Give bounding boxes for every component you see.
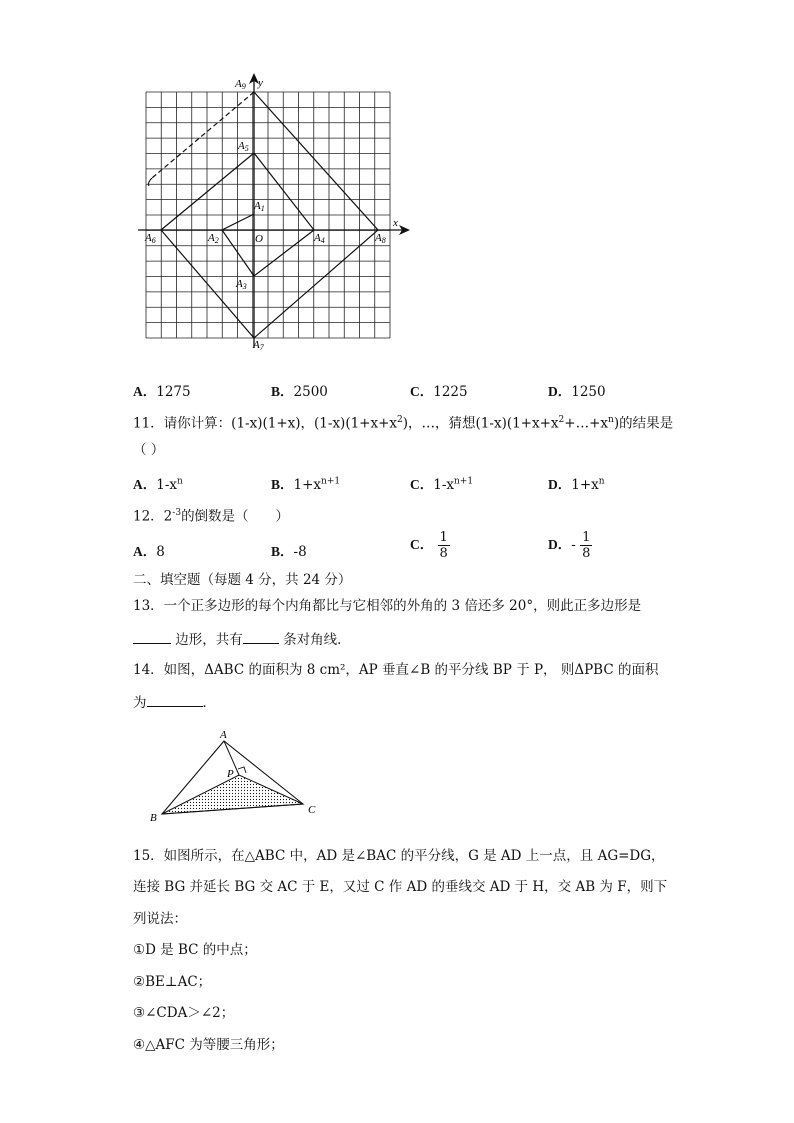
q10-option-d: D．1250: [548, 384, 606, 400]
label-B: B: [150, 812, 157, 824]
label-a6: A6: [145, 232, 156, 245]
q11-stem: 11．请你计算：(1-x)(1+x)，$(1-x)(1+x+x^2)$，…，猜想$(1-x)(1+x+x^2+\dots+x^n)$的结果是: [133, 415, 674, 432]
q12-stem: 12．$2^{-3}$的倒数是（ ）: [133, 508, 290, 525]
q12-option-d: D．- $\frac{1}{8}$: [548, 530, 591, 561]
label-P: P: [227, 768, 234, 780]
q12-option-a: A．8: [133, 544, 165, 560]
q12-option-c: C． $\frac{1}{8}$: [410, 530, 448, 561]
section-2-heading: 二、填空题（每题 4 分，共 24 分）: [133, 572, 352, 588]
label-a8: A8: [375, 232, 386, 245]
label-a7: A7: [253, 339, 264, 352]
q11-option-c: C．$1-x^{n+1}$: [410, 476, 474, 493]
label-a4: A4: [314, 232, 325, 245]
right-angle-mark: [238, 767, 246, 773]
shaded-triangle-pbc: [162, 775, 303, 814]
label-a9: A9: [235, 78, 246, 91]
label-origin: O: [255, 233, 263, 245]
q14-line1: 14．如图，ΔABC 的面积为 8 cm²，AP 垂直∠B 的平分线 BP 于 P， 则ΔPBC 的面积: [133, 662, 659, 678]
q15-statement-3: ③∠CDA＞∠2；: [133, 1005, 235, 1021]
fraction-one-eighth: $\frac{1}{8}$: [439, 530, 448, 561]
q15-statement-4: ④△AFC 为等腰三角形；: [133, 1037, 284, 1053]
q15-statement-2: ②BE⊥AC；: [133, 974, 212, 990]
q15-line2: 连接 BG 并延长 BG 交 AC 于 E，又过 C 作 AD 的垂线交 AD 于 H，交 AB 为 F，则下: [133, 879, 668, 895]
dashed-hook: [148, 178, 152, 186]
q11-option-d: D．$1+x^n$: [548, 476, 605, 493]
fraction-neg-one-eighth: $\frac{1}{8}$: [582, 530, 591, 561]
q11-paren: （ ）: [133, 442, 165, 458]
q10-option-b: B．2500: [271, 384, 328, 400]
coordinate-grid-figure: [138, 72, 418, 362]
label-y: y: [258, 77, 263, 89]
q13-blank-1[interactable]: [133, 629, 171, 644]
label-a1: A1: [254, 200, 265, 213]
triangle-figure: [140, 722, 340, 827]
q15-statement-1: ①D 是 BC 的中点；: [133, 942, 257, 958]
q13-line1: 13．一个正多边形的每个内角都比与它相邻的外角的 3 倍还多 20°，则此正多边形是: [133, 598, 642, 614]
q15-line1: 15．如图所示，在△ABC 中，AD 是∠BAC 的平分线，G 是 AD 上一点，且 AG=DG，: [133, 848, 665, 864]
q11-option-a: A．$1-x^n$: [133, 476, 183, 493]
label-C: C: [308, 804, 316, 816]
q10-option-a: A．1275: [133, 384, 191, 400]
label-a5: A5: [238, 140, 249, 153]
q14-blank[interactable]: [147, 692, 203, 707]
q15-line3: 列说法：: [133, 911, 187, 927]
label-a2: A2: [208, 232, 219, 245]
label-A: A: [220, 729, 227, 741]
q10-option-c: C．1225: [410, 384, 468, 400]
q12-option-b: B．-8: [271, 544, 307, 560]
label-x: x: [393, 217, 398, 229]
q13-line2: 边形，共有 条对角线．: [133, 629, 351, 649]
label-a3: A3: [236, 278, 247, 291]
q11-option-b: B．$1+x^{n+1}$: [271, 476, 341, 493]
q14-line2: 为 ．: [133, 692, 216, 712]
q13-blank-2[interactable]: [243, 629, 279, 644]
